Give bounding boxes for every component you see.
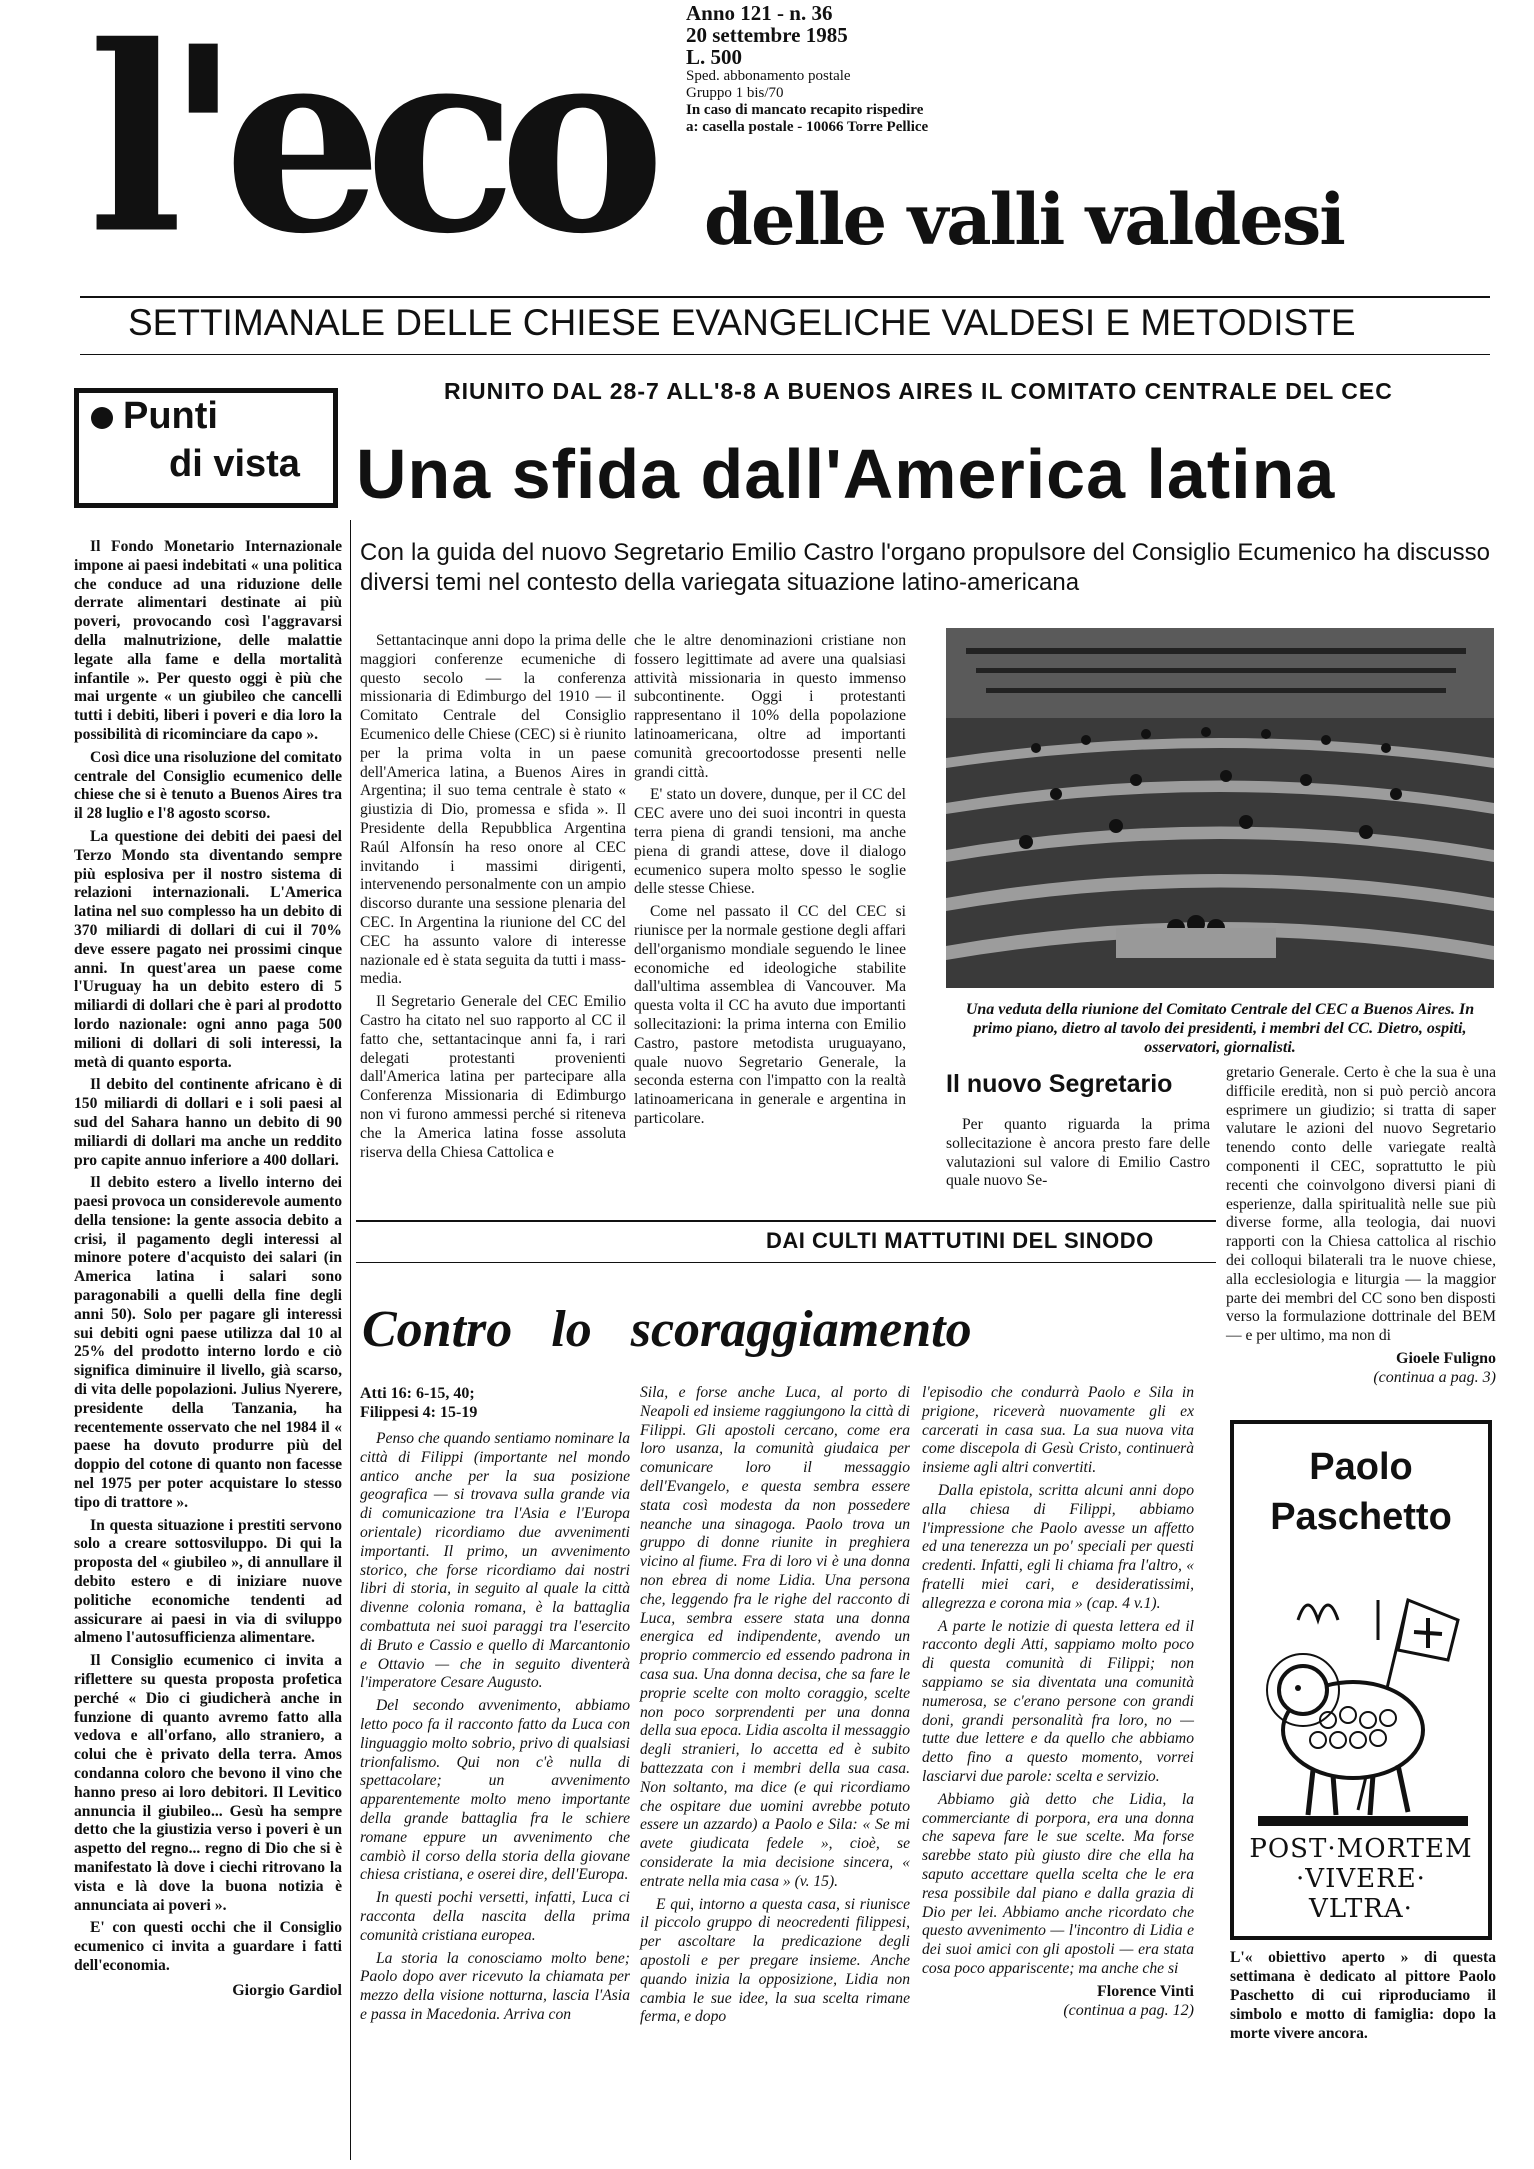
masthead-rule [80,296,1490,298]
article2-paragraph: La storia la conosciamo molto bene; Paolo dopo aver ricevuto la chiamata per mezzo della visione notturna, lascia l'Asia e passa in Macedonia. Arriva con [360,1949,630,2023]
article2-column-3 [922,1384,1194,2020]
bible-reference [360,1384,477,1422]
sidebar-paragraph: In questa situazione i prestiti servono solo a creare sottosviluppo. Di qui la proposta del « giubileo », di annullare il debito estero e di iniziare nuove politiche economiche tendenti ad assicurare ai paesi in via di sviluppo almeno l'autosufficienza alimentare. [74,1516,342,1647]
motto-line: POST·MORTEM [1249,1834,1473,1864]
paschetto-text: L'« obiettivo aperto » di questa settimana è dedicato al pittore Paolo Paschetto di cui riproduciamo il simbolo e motto di famiglia: dopo la morte vivere ancora. [1230,1949,1496,2042]
article1-column-1 [360,632,626,1166]
article2-kicker: DAI CULTI MATTUTINI DEL SINODO [766,1228,1154,1253]
box-title-line1: Punti [123,395,218,437]
paschetto-box [1230,1420,1492,1940]
sidebar-paragraph: Così dice una risoluzione del comitato centrale del Consiglio ecumenico delle chiese che si è tenuto a Buenos Aires tra il 28 luglio e l'8 agosto scorso. [74,748,342,823]
issue-info [686,2,1006,136]
motto [1234,1834,1488,1924]
issue-info-line: a: casella postale - 10066 Torre Pellice [686,119,929,135]
article2-paragraph: l'episodio che condurrà Paolo e Sila in prigione, riceverà nuovamente gli ex carcerati in casa sua. La sua nuova vita come discepola di Gesù Cristo, continuerà insieme agli altri convertiti. [922,1384,1194,1477]
box-title-line2: di vista [169,443,300,485]
paschetto-name-line1: Paolo [1309,1446,1413,1488]
article1-paragraph: gretario Generale. Certo è che la sua è una difficile eredità, non si può perciò ancora esprimere un giudizio; si tratta di saper valutare le azioni del nuovo Segretario tenendo conto delle variegate realtà componenti il CEC, soprattutto le più recenti che coinvolgono diversi piani di esperienze, dalla spiritualità nelle sue più diverse forme, alla teologia, dai nuovi rapporti con la Chiesa cattolica al rischio dei colloqui bilaterali tra le nuove chiese, alla ecclesiologia e liturgia — la maggior parte dei membri del CC sono ben disposti verso la formulazione dottrinale del BEM — e per ultimo, ma non di [1226,1064,1496,1345]
article1-paragraph: Settantacinque anni dopo la prima delle maggiori conferenze ecumeniche di questo secolo — la conferenza missionaria di Edimburgo del 1910 — il Comitato Centrale del Consiglio Ecumenico delle Chiese (CEC) si è riunito per la prima volta in un paese dell'America latina, a Buenos Aires in Argentina; il suo tema centrale è stato « giustizia di Dio, promessa e sfida ». Il Presidente della Repubblica Argentina Raúl Alfonsín ha reso onore al CEC invitando i massimi dirigenti, intervenendo personalmente con un ampio discorso durante una sessione plenaria del CEC. In Argentina la riunione del CC del CEC ha assunto valore di interesse nazionale ed è stata seguita da tutti i mass-media. [360,632,626,988]
issue-info-line: Sped. abbonamento postale [686,68,851,84]
paschetto-name-line2: Paschetto [1270,1496,1452,1538]
article2-paragraph: In questi pochi versetti, infatti, Luca ci racconta della nascita della prima comunità cristiana europea. [360,1889,630,1944]
sidebar-paragraph: Il debito estero a livello interno dei paesi provoca un considerevole aumento della tensione: la gente associa debito a crisi, il pagamento degli interessi al minore potere d'acquisto dei salari (in America latina i salari sono paragonabili a quelli della fine degli anni 50). Solo per pagare gli interessi sui debiti ogni paese utilizza dal 10 al 25% del prodotto interno lordo e ciò significa diminuire il livello, già scarso, di vita delle popolazioni. Julius Nyerere, presidente della Tanzania, ha recentemente osservato che nel 1984 il « paese ha dovuto produrre più del doppio del cotone di quanto non facesse nel 1975 per poter acquistare lo stesso tipo di trattore ». [74,1174,342,1511]
article1-signature: Gioele Fuligno [1396,1349,1496,1367]
bible-reference-line: Atti 16: 6-15, 40; [360,1385,475,1402]
article2-column-2 [640,1384,910,2031]
issue-info-line: Anno 121 - n. 36 [686,1,833,25]
sidebar-paragraph: La questione dei debiti dei paesi del Terzo Mondo sta diventando sempre più esplosiva per il nostro sistema di relazioni internazionali. L'America latina nel suo complesso ha un debito di 370 miliardi di dollari di cui il 70% deve essere pagato nei prossimi cinque anni. In quest'area un paese come l'Uruguay ha un debito estero di 5 miliardi di dollari che è pari al prodotto lordo nazionale: ogni anno paga 500 milioni di dollari di soli interessi, la metà di quanto esporta. [74,827,342,1071]
article2-paragraph: A parte le notizie di questa lettera ed il racconto degli Atti, sappiamo molto poco di questa comunità di Filippi; non sappiamo se sia diventata una comunità numerosa, se c'erano persone con grandi doni, grandi personalità fra loro, no — tutte due lettere e da quello che abbiamo detto fino a questo momento, vorrei lasciarvi due parole: scelta e servizio. [922,1617,1194,1785]
article1-paragraph: Per quanto riguarda la prima sollecitazione è ancora presto fare delle valutazioni sul valore di Emilio Castro quale nuovo Se- [946,1116,1210,1190]
issue-info-line: In caso di mancato recapito rispedire [686,102,924,118]
sidebar-column [74,538,342,2001]
bible-reference-line: Filippesi 4: 15-19 [360,1404,478,1421]
sidebar-paragraph: Il Consiglio ecumenico ci invita a riflettere su questa proposta profetica perché « Dio ci giudicherà anche in funzione di quanto avremo fatto alla vedova e all'orfano, allo straniero, a colui che è privato della terra. Amos condanna coloro che bevono il vino che hanno preso ai loro debitori. Il Levitico annuncia il giubileo... Gesù ha sempre detto che la giustizia verso i poveri è un aspetto del regno... regno di Dio che si è manifestato là dove i ciechi ritrovano la vista e là dove la buona notizia è annunciata ai poveri ». [74,1652,342,1914]
article1-column-3 [946,1116,1210,1195]
article2-continue-note: (continua a pag. 12) [1063,2001,1194,2019]
tagline-rule [80,354,1490,355]
sidebar-signature: Giorgio Gardiol [232,1981,342,1999]
masthead-logo: l'eco [88,0,648,290]
article2-headline: Contro lo scoraggiamento [362,1301,972,1358]
article2-paragraph: Dalla epistola, scritta alcuni anni dopo alla chiesa di Filippi, abbiamo l'impressione che Paolo avesse un affetto ed una tenerezza un po' speciali per questi credenti. Infatti, egli li chiama fra l'altro, « fratelli miei cari, e desideratissimi, allegrezza e corona mia » (cap. 4 v.1). [922,1481,1194,1612]
article1-paragraph: Come nel passato il CC del CEC si riunisce per la normale gestione degli affari dell'organismo mondiale seguendo le linee economiche ed ideologiche stabilite dall'ultima assemblea di Vancouver. Ma questa volta il CC ha avuto due importanti sollecitazioni: la prima interna con Emilio Castro, pastore metodista uruguayano, quale nuovo Segretario Generale, la seconda esterna con l'impatto con la realtà latinoamericana in generale e argentina in particolare. [634,903,906,1127]
issue-info-line: L. 500 [686,45,743,69]
article1-continue-note: (continua a pag. 3) [1373,1368,1496,1386]
photo-caption: Una veduta della riunione del Comitato Centrale del CEC a Buenos Aires. In primo piano, dietro al tavolo dei presidenti, i membri del CC. Dietro, ospiti, osservatori, giornalisti. [965,1001,1475,1056]
article1-subhead: Il nuovo Segretario [946,1070,1173,1098]
meeting-photo-image [946,628,1494,988]
motto-line: VLTRA· [1309,1894,1413,1924]
article1-headline: Una sfida dall'America latina [356,435,1336,513]
article2-paragraph: Penso che quando sentiamo nominare la città di Filippi (importante nel mondo antico anche per la sua posizione geografica — si trovava sulla grande via di comunicazione tra l'Asia e l'Europa orientale) ricordiamo due avvenimenti importanti. Il primo, un avvenimento storico, che forse ricordiamo dai nostri libri di storia, in seguito al quale la città divenne colonia romana, è la battaglia combattuta nei suoi paraggi tra l'esercito di Bruto e Cassio e quello di Marcantonio e Ottavio — che in seguito diventerà l'imperatore Cesare Augusto. [360,1430,630,1692]
article1-paragraph: E' stato un dovere, dunque, per il CC del CEC avere uno dei suoi incontri in questa terra piena di grandi tensioni, ma anche piena di grandi attese, dove il dialogo ecumenico supera molto spesso le soglie delle stesse Chiese. [634,786,906,898]
issue-info-line: Gruppo 1 bis/70 [686,85,784,101]
punti-di-vista-box [74,388,338,508]
masthead-subtitle: delle valli valdesi [704,178,1344,261]
article1-kicker: RIUNITO DAL 28-7 ALL'8-8 A BUENOS AIRES IL COMITATO CENTRALE DEL CEC [444,378,1393,404]
article2-paragraph: Sila, e forse anche Luca, al porto di Neapoli ed insieme raggiungono la città di Filippi. Gli apostoli cercano, come era loro usanza, la comunità giudaica per comunicare loro il messaggio dell'Evangelo, e questa sembra essere stata così modesta da non possedere neanche una sinagoga. Paolo trova un gruppo di donne riunite in preghiera vicino al fiume. Fra di loro vi è una donna non ebrea di nome Lidia. Una persona che, leggendo fra le righe del racconto di Luca, sembra essere stata una donna energica ed indipendente, avendo un proprio commercio ed essendo padrona in casa sua. Una donna decisa, che sa fare le proprie scelte con molto coraggio, scelte non poco sorprendenti per una donna della sua epoca. Lidia ascolta il messaggio degli stranieri, lo accetta ed è subito battezzata con i membri della sua casa. Non soltanto, ma dice (e qui ricordiamo che ospitare due uomini avrebbe potuto essere un azzardo) a Paolo e Sila: « Se mi avete giudicata fedele », cioè, se considerate la mia decisione sincera, « entrate nella mia casa » (v. 15). [640,1384,910,1890]
meeting-photo [946,628,1494,988]
bullet-icon [91,407,113,429]
issue-info-line: 20 settembre 1985 [686,23,848,47]
article2-kicker-rule [356,1262,1216,1263]
article1-column-2 [634,632,906,1133]
sidebar-divider [350,520,351,2160]
article2-paragraph: Abbiamo già detto che Lidia, la commerciante di porpora, era una donna che sapeva fare le sue scelte. Ma forse sarebbe stato più giusto dire che ella ha saputo accettare quella scelta che le era resa possibile dal piano e dalla grazia di Dio per lei. Abbiamo anche ricordato che questo avvenimento — l'incontro di Lidia e dei suoi amici con gli apostoli — era stata cosa poco appariscente; ma anche che si [922,1790,1194,1977]
sidebar-paragraph: E' con questi occhi che il Consiglio ecumenico ci invita a guardare i fatti dell'economia. [74,1919,342,1974]
article2-column-1 [360,1430,630,2029]
article1-paragraph: che le altre denominazioni cristiane non fossero legittimate ad avere una qualsiasi attività missionaria in questo immenso subcontinente. Oggi i protestanti rappresentano il 10% della popolazione latinoamericana, oltre ad importanti comunità grecoortodosse presenti nelle grandi città. [634,632,906,781]
article2-top-rule [356,1220,1216,1222]
sidebar-paragraph: Il Fondo Monetario Internazionale impone ai paesi indebitati « una politica che conduce ad una riduzione delle derrate alimentari destinate ai più poveri, provocando così l'aggravarsi della malnutrizione, delle malattie legate alla fame e della mortalità infantile ». Per questo oggi è più che mai urgente « un giubileo che cancelli tutti i debiti, liberi i poveri e dia loro la possibilità di ricominciare da capo ». [74,538,342,743]
article2-signature: Florence Vinti [1096,1982,1194,2000]
article1-deck: Con la guida del nuovo Segretario Emilio Castro l'organo propulsore del Consiglio Ecumenico ha discusso diversi temi nel contesto della variegata situazione latino-americana [360,539,1490,596]
article2-paragraph: Del secondo avvenimento, abbiamo letto poco fa il racconto fatto da Luca con linguaggio molto sobrio, privo di qualsiasi trionfalismo. Qui non c'è nulla di spettacolare; un avvenimento apparentemente molto meno importante della grande battaglia fra le schiere romane eppure un avvenimento che cambiò il corso della storia della giovane chiesa cristiana, e oserei dire, dell'Europa. [360,1697,630,1884]
sidebar-paragraph: Il debito del continente africano è di 150 miliardi di dollari e i soli paesi al sud del Sahara hanno un debito di 90 miliardi di dollari ma anche un reddito pro capite annuo inferiore a 400 dollari. [74,1076,342,1169]
article2-paragraph: E qui, intorno a questa casa, si riunisce il piccolo gruppo di neocredenti filippesi, per ascoltare la predicazione degli apostoli e per pregare insieme. Anche quando inizia la opposizione, Lidia non cambia le sue idee, la sua scelta rimane ferma, e dopo [640,1895,910,2026]
masthead-tagline: SETTIMANALE DELLE CHIESE EVANGELICHE VALDESI E METODISTE [128,302,1356,343]
motto-line: ·VIVERE· [1296,1864,1426,1894]
article1-column-4 [1226,1064,1496,1388]
article1-paragraph: Il Segretario Generale del CEC Emilio Castro ha citato nel suo rapporto al CC il fatto che, settantacinque anni fa, i rari delegati protestanti provenienti dall'America latina per partecipare alla Conferenza Missionaria di Edimburgo non vi furono ammessi perché si riteneva che la America latina fosse assoluta riserva della Chiesa Cattolica e [360,993,626,1161]
lamb-emblem-icon [1258,1580,1468,1830]
